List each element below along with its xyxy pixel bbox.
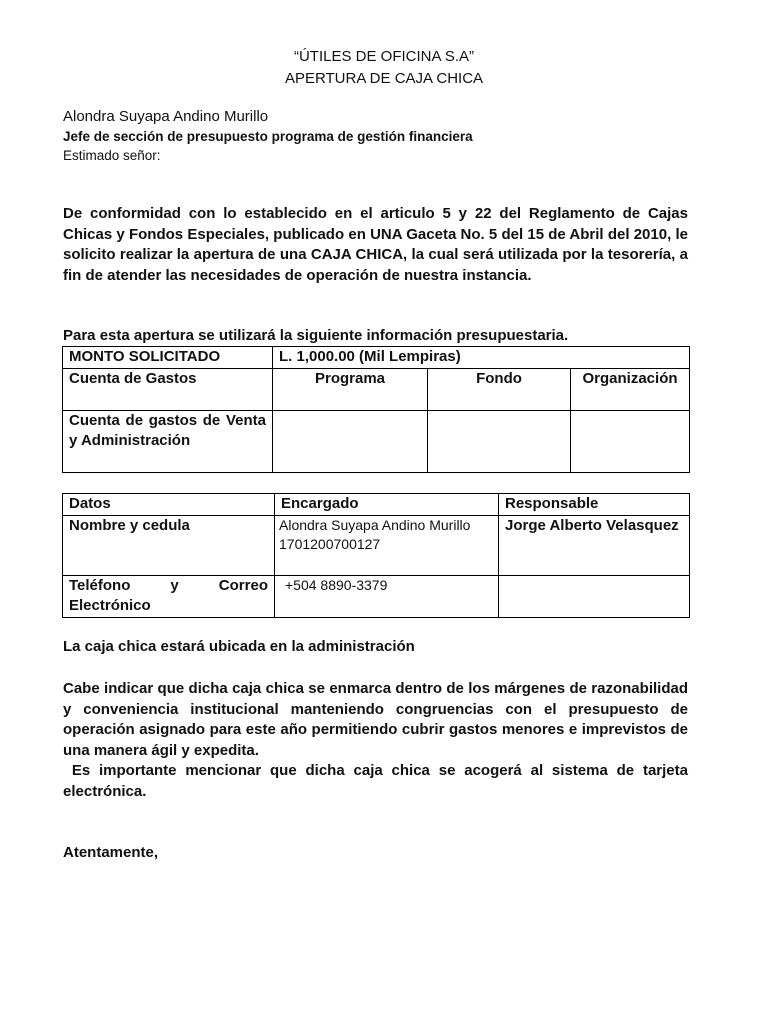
location-statement: La caja chica estará ubicada en la administración	[63, 638, 415, 655]
people-table	[62, 493, 690, 618]
table-row	[63, 368, 690, 410]
cuenta-gastos-label: Cuenta de Gastos	[63, 368, 273, 410]
encargado-cell	[275, 515, 499, 575]
col-organizacion: Organización	[571, 368, 690, 410]
encargado-name: Alondra Suyapa Andino Murillo	[279, 516, 471, 533]
programa-cell	[273, 410, 428, 472]
encargado-phone: +504 8890-3379	[275, 575, 499, 617]
organizacion-cell	[571, 410, 690, 472]
recipient-name: Alondra Suyapa Andino Murillo	[63, 108, 269, 125]
table-row	[63, 575, 690, 617]
table-row	[63, 410, 690, 472]
header-encargado: Encargado	[275, 494, 499, 516]
col-programa: Programa	[273, 368, 428, 410]
salutation: Estimado señor:	[63, 148, 161, 163]
fondo-cell	[428, 410, 571, 472]
responsable-name: Jorge Alberto Velasquez	[499, 515, 690, 575]
nombre-cedula-label: Nombre y cedula	[63, 515, 275, 575]
table-intro: Para esta apertura se utilizará la siguiente información presupuestaria.	[63, 327, 569, 344]
monto-label: MONTO SOLICITADO	[63, 347, 273, 369]
table-row	[63, 494, 690, 516]
table-row	[63, 515, 690, 575]
col-fondo: Fondo	[428, 368, 571, 410]
responsable-phone-cell	[499, 575, 690, 617]
request-paragraph: De conformidad con lo establecido en el articulo 5 y 22 del Reglamento de Cajas Chicas y Fondos Especiales, publicado en UNA Gaceta No. 5 del 15 de Abril del 2010, le solicito realizar la apertura de una CAJA CHICA, la cual será utilizada por la tesorería, a fin de atender las necesidades de operación de nuestra instancia.	[63, 205, 688, 284]
table-row	[63, 347, 690, 369]
document-title: APERTURA DE CAJA CHICA	[284, 70, 484, 87]
encargado-id: 1701200700127	[279, 535, 381, 552]
header-responsable: Responsable	[499, 494, 690, 516]
monto-value: L. 1,000.00 (Mil Lempiras)	[273, 347, 690, 369]
signoff: Atentamente,	[63, 844, 159, 861]
telefono-correo-label: Teléfono y Correo Electrónico	[63, 575, 275, 617]
header-datos: Datos	[63, 494, 275, 516]
reasonability-paragraph: Cabe indicar que dicha caja chica se enmarca dentro de los márgenes de razonabilidad y conveniencia institucional manteniendo congruencias con el presupuesto de operación asignado para este año permitiendo cubrir gastos menores e imprevistos de una manera ágil y expedita.	[63, 680, 688, 759]
cuenta-venta-admin-label: Cuenta de gastos de Venta y Administración	[63, 410, 273, 472]
recipient-position: Jefe de sección de presupuesto programa de gestión financiera	[63, 129, 473, 144]
card-system-paragraph: Es importante mencionar que dicha caja chica se acogerá al sistema de tarjeta electrónica.	[63, 762, 693, 800]
company-name: “ÚTILES DE OFICINA S.A”	[293, 48, 475, 65]
budget-table	[62, 346, 690, 473]
